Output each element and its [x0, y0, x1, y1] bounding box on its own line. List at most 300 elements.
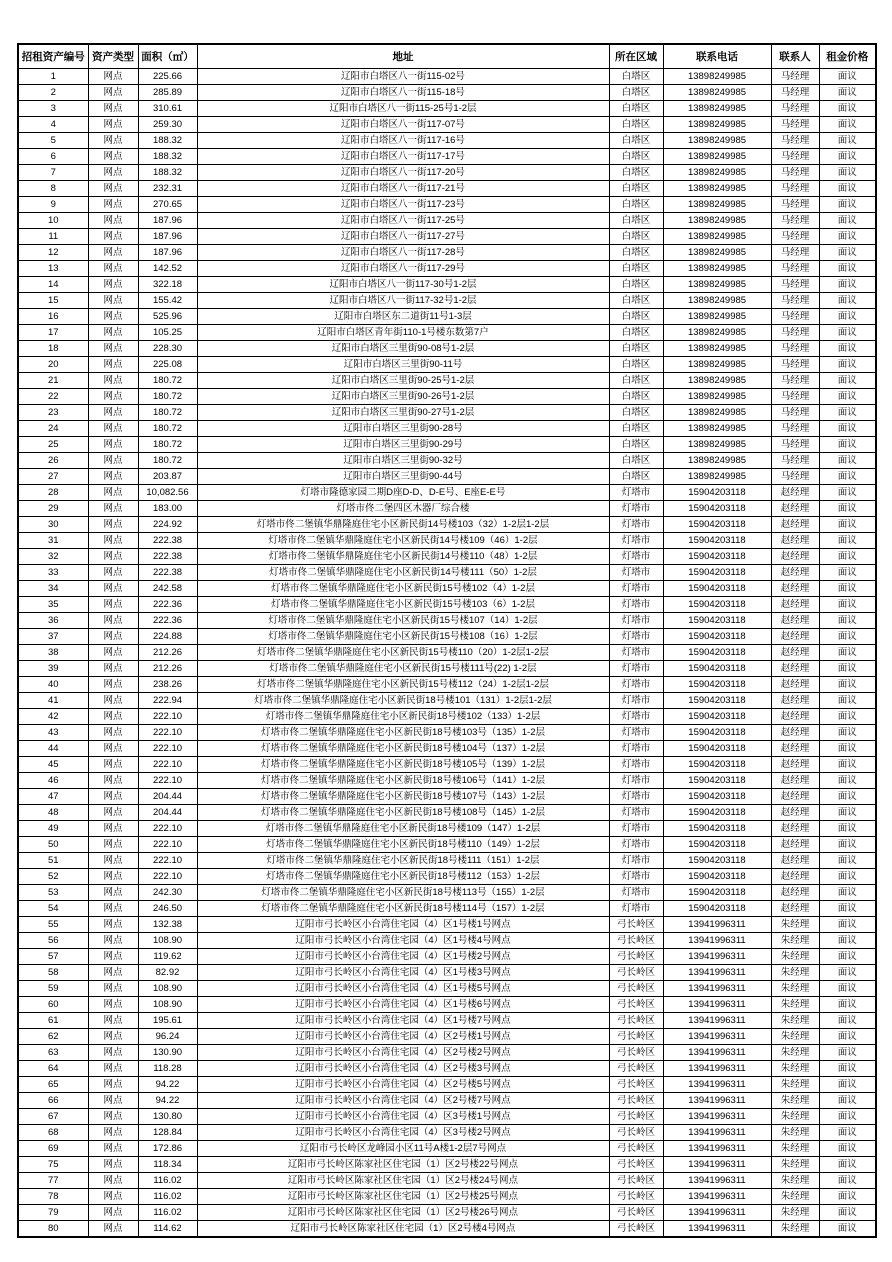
cell-contact-person: 赵经理: [771, 565, 819, 581]
cell-rent-price: 面议: [819, 469, 876, 485]
cell-region: 弓长岭区: [609, 1173, 663, 1189]
table-row: [18, 453, 876, 469]
table-row: [18, 709, 876, 725]
cell-area: 114.62: [138, 1221, 197, 1238]
cell-area: 225.66: [138, 69, 197, 85]
cell-area: 108.90: [138, 997, 197, 1013]
cell-contact-person: 朱经理: [771, 1109, 819, 1125]
cell-area: 232.31: [138, 181, 197, 197]
cell-region: 白塔区: [609, 229, 663, 245]
cell-asset-id: 2: [18, 85, 88, 101]
cell-phone: 15904203118: [663, 821, 771, 837]
cell-area: 180.72: [138, 453, 197, 469]
cell-asset-id: 80: [18, 1221, 88, 1238]
cell-region: 灯塔市: [609, 821, 663, 837]
cell-region: 白塔区: [609, 69, 663, 85]
cell-asset-id: 77: [18, 1173, 88, 1189]
cell-contact-person: 赵经理: [771, 581, 819, 597]
cell-asset-type: 网点: [88, 485, 138, 501]
cell-asset-type: 网点: [88, 1109, 138, 1125]
cell-region: 白塔区: [609, 373, 663, 389]
cell-phone: 15904203118: [663, 581, 771, 597]
cell-region: 灯塔市: [609, 597, 663, 613]
cell-region: 白塔区: [609, 101, 663, 117]
cell-phone: 13898249985: [663, 245, 771, 261]
cell-contact-person: 朱经理: [771, 1157, 819, 1173]
cell-asset-id: 40: [18, 677, 88, 693]
cell-contact-person: 马经理: [771, 213, 819, 229]
cell-area: 94.22: [138, 1093, 197, 1109]
cell-asset-id: 38: [18, 645, 88, 661]
cell-address: 灯塔市佟二堡镇华鼎隆庭住宅小区新民街18号楼112（153）1-2层: [197, 869, 609, 885]
cell-phone: 15904203118: [663, 677, 771, 693]
cell-region: 弓长岭区: [609, 1077, 663, 1093]
table-row: [18, 629, 876, 645]
cell-rent-price: 面议: [819, 933, 876, 949]
cell-rent-price: 面议: [819, 133, 876, 149]
cell-area: 155.42: [138, 293, 197, 309]
cell-region: 弓长岭区: [609, 949, 663, 965]
cell-contact-person: 朱经理: [771, 1173, 819, 1189]
cell-region: 白塔区: [609, 213, 663, 229]
cell-asset-type: 网点: [88, 1157, 138, 1173]
cell-area: 222.36: [138, 597, 197, 613]
cell-phone: 15904203118: [663, 565, 771, 581]
cell-address: 辽阳市弓长岭区龙峰园小区11号A楼1-2层7号网点: [197, 1141, 609, 1157]
cell-region: 白塔区: [609, 133, 663, 149]
cell-asset-id: 23: [18, 405, 88, 421]
cell-rent-price: 面议: [819, 405, 876, 421]
cell-region: 灯塔市: [609, 741, 663, 757]
cell-asset-id: 29: [18, 501, 88, 517]
cell-contact-person: 朱经理: [771, 1045, 819, 1061]
cell-region: 灯塔市: [609, 805, 663, 821]
cell-area: 183.00: [138, 501, 197, 517]
cell-asset-id: 56: [18, 933, 88, 949]
table-row: [18, 1093, 876, 1109]
table-row: [18, 549, 876, 565]
cell-address: 辽阳市白塔区青年街110-1号楼东数第7户: [197, 325, 609, 341]
table-row: [18, 485, 876, 501]
cell-contact-person: 赵经理: [771, 837, 819, 853]
cell-area: 204.44: [138, 805, 197, 821]
cell-rent-price: 面议: [819, 629, 876, 645]
cell-contact-person: 赵经理: [771, 853, 819, 869]
cell-region: 灯塔市: [609, 853, 663, 869]
cell-phone: 15904203118: [663, 885, 771, 901]
cell-area: 204.44: [138, 789, 197, 805]
table-row: [18, 293, 876, 309]
cell-asset-type: 网点: [88, 565, 138, 581]
cell-asset-type: 网点: [88, 933, 138, 949]
cell-region: 灯塔市: [609, 501, 663, 517]
cell-contact-person: 马经理: [771, 389, 819, 405]
cell-area: 105.25: [138, 325, 197, 341]
cell-region: 弓长岭区: [609, 1093, 663, 1109]
cell-contact-person: 马经理: [771, 309, 819, 325]
cell-area: 96.24: [138, 1029, 197, 1045]
cell-asset-type: 网点: [88, 277, 138, 293]
cell-asset-type: 网点: [88, 885, 138, 901]
cell-asset-id: 39: [18, 661, 88, 677]
cell-asset-type: 网点: [88, 469, 138, 485]
column-header-asset-id: 招租资产编号: [18, 44, 88, 69]
cell-rent-price: 面议: [819, 645, 876, 661]
cell-rent-price: 面议: [819, 1109, 876, 1125]
column-header-contact-person: 联系人: [771, 44, 819, 69]
cell-region: 弓长岭区: [609, 1221, 663, 1238]
cell-asset-type: 网点: [88, 437, 138, 453]
cell-area: 180.72: [138, 421, 197, 437]
cell-asset-id: 65: [18, 1077, 88, 1093]
cell-rent-price: 面议: [819, 1061, 876, 1077]
table-body: [18, 69, 876, 1238]
cell-contact-person: 赵经理: [771, 629, 819, 645]
cell-region: 灯塔市: [609, 613, 663, 629]
cell-address: 灯塔市佟二堡镇华鼎隆庭住宅小区新民街18号楼102（133）1-2层: [197, 709, 609, 725]
table-row: [18, 565, 876, 581]
table-row: [18, 1141, 876, 1157]
cell-area: 180.72: [138, 389, 197, 405]
table-row: [18, 965, 876, 981]
cell-asset-id: 49: [18, 821, 88, 837]
cell-address: 辽阳市白塔区八一街117-32号1-2层: [197, 293, 609, 309]
cell-area: 94.22: [138, 1077, 197, 1093]
cell-contact-person: 赵经理: [771, 501, 819, 517]
cell-rent-price: 面议: [819, 533, 876, 549]
cell-contact-person: 马经理: [771, 325, 819, 341]
cell-phone: 13898249985: [663, 453, 771, 469]
cell-phone: 15904203118: [663, 485, 771, 501]
cell-address: 灯塔市佟二堡镇华鼎隆庭住宅小区新民街14号楼111（50）1-2层: [197, 565, 609, 581]
cell-asset-type: 网点: [88, 1045, 138, 1061]
cell-asset-type: 网点: [88, 533, 138, 549]
cell-asset-id: 59: [18, 981, 88, 997]
cell-phone: 15904203118: [663, 597, 771, 613]
cell-rent-price: 面议: [819, 357, 876, 373]
cell-region: 弓长岭区: [609, 933, 663, 949]
cell-asset-type: 网点: [88, 1189, 138, 1205]
table-row: [18, 469, 876, 485]
cell-contact-person: 朱经理: [771, 1189, 819, 1205]
cell-address: 辽阳市白塔区三里街90-26号1-2层: [197, 389, 609, 405]
cell-asset-id: 14: [18, 277, 88, 293]
cell-address: 灯塔市佟二堡镇华鼎隆庭住宅小区新民街14号楼109（46）1-2层: [197, 533, 609, 549]
cell-area: 222.10: [138, 757, 197, 773]
cell-rent-price: 面议: [819, 1189, 876, 1205]
column-header-address: 地址: [197, 44, 609, 69]
cell-phone: 13941996311: [663, 965, 771, 981]
cell-address: 辽阳市白塔区八一街117-23号: [197, 197, 609, 213]
cell-asset-type: 网点: [88, 453, 138, 469]
cell-rent-price: 面议: [819, 757, 876, 773]
cell-area: 195.61: [138, 1013, 197, 1029]
cell-area: 116.02: [138, 1173, 197, 1189]
cell-rent-price: 面议: [819, 453, 876, 469]
cell-rent-price: 面议: [819, 309, 876, 325]
table-header-row: [18, 44, 876, 69]
cell-region: 灯塔市: [609, 677, 663, 693]
cell-contact-person: 赵经理: [771, 549, 819, 565]
cell-asset-type: 网点: [88, 149, 138, 165]
cell-region: 白塔区: [609, 309, 663, 325]
cell-phone: 13898249985: [663, 213, 771, 229]
cell-asset-id: 33: [18, 565, 88, 581]
cell-area: 222.36: [138, 613, 197, 629]
cell-rent-price: 面议: [819, 741, 876, 757]
table-row: [18, 1157, 876, 1173]
cell-address: 辽阳市白塔区八一街117-21号: [197, 181, 609, 197]
cell-contact-person: 马经理: [771, 277, 819, 293]
cell-asset-type: 网点: [88, 1221, 138, 1238]
cell-area: 310.61: [138, 101, 197, 117]
table-row: [18, 373, 876, 389]
cell-address: 辽阳市白塔区八一街117-16号: [197, 133, 609, 149]
cell-asset-type: 网点: [88, 1077, 138, 1093]
cell-address: 辽阳市弓长岭区陈家社区住宅园（1）区2号楼24号网点: [197, 1173, 609, 1189]
cell-phone: 15904203118: [663, 837, 771, 853]
cell-rent-price: 面议: [819, 1173, 876, 1189]
cell-contact-person: 赵经理: [771, 869, 819, 885]
cell-region: 灯塔市: [609, 565, 663, 581]
cell-region: 弓长岭区: [609, 1205, 663, 1221]
cell-contact-person: 马经理: [771, 357, 819, 373]
cell-area: 222.38: [138, 533, 197, 549]
cell-address: 辽阳市白塔区八一街117-30号1-2层: [197, 277, 609, 293]
cell-asset-id: 3: [18, 101, 88, 117]
table-row: [18, 229, 876, 245]
cell-address: 辽阳市白塔区八一街117-20号: [197, 165, 609, 181]
cell-asset-type: 网点: [88, 261, 138, 277]
cell-rent-price: 面议: [819, 485, 876, 501]
cell-phone: 15904203118: [663, 725, 771, 741]
cell-address: 辽阳市弓长岭区陈家社区住宅园（1）区2号楼25号网点: [197, 1189, 609, 1205]
cell-area: 128.84: [138, 1125, 197, 1141]
cell-contact-person: 马经理: [771, 293, 819, 309]
cell-rent-price: 面议: [819, 517, 876, 533]
cell-area: 108.90: [138, 933, 197, 949]
cell-phone: 13941996311: [663, 1061, 771, 1077]
cell-rent-price: 面议: [819, 789, 876, 805]
cell-asset-type: 网点: [88, 133, 138, 149]
cell-asset-type: 网点: [88, 181, 138, 197]
table-row: [18, 581, 876, 597]
cell-rent-price: 面议: [819, 213, 876, 229]
table-row: [18, 1109, 876, 1125]
cell-rent-price: 面议: [819, 1029, 876, 1045]
cell-region: 灯塔市: [609, 725, 663, 741]
cell-address: 辽阳市弓长岭区小台湾住宅园（4）区2号楼7号网点: [197, 1093, 609, 1109]
cell-asset-id: 50: [18, 837, 88, 853]
cell-asset-id: 42: [18, 709, 88, 725]
cell-phone: 15904203118: [663, 613, 771, 629]
cell-asset-id: 67: [18, 1109, 88, 1125]
column-header-rent-price: 租金价格: [819, 44, 876, 69]
cell-contact-person: 朱经理: [771, 1125, 819, 1141]
cell-asset-type: 网点: [88, 629, 138, 645]
cell-area: 187.96: [138, 245, 197, 261]
cell-asset-id: 52: [18, 869, 88, 885]
cell-phone: 15904203118: [663, 709, 771, 725]
cell-asset-id: 46: [18, 773, 88, 789]
cell-rent-price: 面议: [819, 1045, 876, 1061]
cell-asset-id: 5: [18, 133, 88, 149]
cell-contact-person: 朱经理: [771, 965, 819, 981]
cell-contact-person: 赵经理: [771, 533, 819, 549]
cell-asset-id: 43: [18, 725, 88, 741]
cell-rent-price: 面议: [819, 773, 876, 789]
cell-asset-id: 21: [18, 373, 88, 389]
table-row: [18, 197, 876, 213]
cell-asset-id: 12: [18, 245, 88, 261]
cell-asset-id: 16: [18, 309, 88, 325]
cell-address: 灯塔市佟二堡镇华鼎隆庭住宅小区新民街18号楼110（149）1-2层: [197, 837, 609, 853]
cell-address: 辽阳市白塔区八一街117-28号: [197, 245, 609, 261]
cell-asset-id: 66: [18, 1093, 88, 1109]
table-row: [18, 661, 876, 677]
cell-phone: 13941996311: [663, 1093, 771, 1109]
cell-region: 白塔区: [609, 165, 663, 181]
cell-asset-type: 网点: [88, 213, 138, 229]
cell-contact-person: 马经理: [771, 117, 819, 133]
cell-region: 白塔区: [609, 341, 663, 357]
cell-rent-price: 面议: [819, 869, 876, 885]
table-row: [18, 261, 876, 277]
cell-asset-id: 54: [18, 901, 88, 917]
cell-phone: 13898249985: [663, 165, 771, 181]
cell-area: 142.52: [138, 261, 197, 277]
cell-address: 辽阳市白塔区八一街117-25号: [197, 213, 609, 229]
cell-region: 白塔区: [609, 117, 663, 133]
cell-rent-price: 面议: [819, 821, 876, 837]
cell-contact-person: 赵经理: [771, 773, 819, 789]
cell-asset-id: 53: [18, 885, 88, 901]
cell-phone: 13898249985: [663, 373, 771, 389]
cell-rent-price: 面议: [819, 181, 876, 197]
table-row: [18, 837, 876, 853]
cell-address: 辽阳市弓长岭区小台湾住宅园（4）区3号楼2号网点: [197, 1125, 609, 1141]
cell-asset-type: 网点: [88, 389, 138, 405]
cell-region: 白塔区: [609, 357, 663, 373]
cell-area: 130.90: [138, 1045, 197, 1061]
table-row: [18, 917, 876, 933]
cell-asset-type: 网点: [88, 293, 138, 309]
table-row: [18, 693, 876, 709]
cell-phone: 13898249985: [663, 309, 771, 325]
cell-asset-id: 64: [18, 1061, 88, 1077]
cell-asset-id: 69: [18, 1141, 88, 1157]
cell-address: 辽阳市白塔区八一街117-29号: [197, 261, 609, 277]
cell-phone: 13941996311: [663, 1157, 771, 1173]
cell-asset-id: 34: [18, 581, 88, 597]
cell-contact-person: 赵经理: [771, 725, 819, 741]
cell-rent-price: 面议: [819, 117, 876, 133]
cell-asset-type: 网点: [88, 229, 138, 245]
cell-region: 白塔区: [609, 277, 663, 293]
cell-address: 辽阳市白塔区三里街90-08号1-2层: [197, 341, 609, 357]
cell-area: 188.32: [138, 149, 197, 165]
cell-asset-id: 6: [18, 149, 88, 165]
cell-address: 辽阳市白塔区三里街90-11号: [197, 357, 609, 373]
cell-asset-type: 网点: [88, 741, 138, 757]
cell-rent-price: 面议: [819, 1125, 876, 1141]
cell-asset-type: 网点: [88, 837, 138, 853]
cell-rent-price: 面议: [819, 229, 876, 245]
cell-rent-price: 面议: [819, 101, 876, 117]
cell-region: 弓长岭区: [609, 1045, 663, 1061]
cell-asset-type: 网点: [88, 597, 138, 613]
cell-contact-person: 马经理: [771, 165, 819, 181]
cell-address: 灯塔市佟二堡镇华鼎隆庭住宅小区新民街15号楼111号(22) 1-2层: [197, 661, 609, 677]
cell-contact-person: 朱经理: [771, 917, 819, 933]
cell-phone: 13898249985: [663, 437, 771, 453]
cell-phone: 13898249985: [663, 469, 771, 485]
cell-rent-price: 面议: [819, 149, 876, 165]
cell-asset-type: 网点: [88, 869, 138, 885]
cell-rent-price: 面议: [819, 261, 876, 277]
cell-region: 灯塔市: [609, 837, 663, 853]
cell-address: 辽阳市弓长岭区小台湾住宅园（4）区1号楼6号网点: [197, 997, 609, 1013]
cell-asset-id: 17: [18, 325, 88, 341]
cell-phone: 13898249985: [663, 181, 771, 197]
cell-asset-type: 网点: [88, 501, 138, 517]
table-row: [18, 165, 876, 181]
cell-phone: 15904203118: [663, 517, 771, 533]
cell-area: 187.96: [138, 213, 197, 229]
cell-rent-price: 面议: [819, 277, 876, 293]
table-row: [18, 1173, 876, 1189]
cell-rent-price: 面议: [819, 997, 876, 1013]
cell-rent-price: 面议: [819, 165, 876, 181]
cell-area: 188.32: [138, 165, 197, 181]
cell-phone: 13941996311: [663, 1189, 771, 1205]
table-row: [18, 149, 876, 165]
cell-phone: 15904203118: [663, 629, 771, 645]
cell-phone: 13941996311: [663, 1173, 771, 1189]
cell-contact-person: 赵经理: [771, 485, 819, 501]
cell-rent-price: 面议: [819, 549, 876, 565]
cell-rent-price: 面议: [819, 981, 876, 997]
cell-asset-type: 网点: [88, 1093, 138, 1109]
cell-asset-type: 网点: [88, 101, 138, 117]
cell-address: 辽阳市白塔区三里街90-25号1-2层: [197, 373, 609, 389]
cell-address: 灯塔市隆德家园二期D座D-D、D-E号、E座E-E号: [197, 485, 609, 501]
cell-contact-person: 赵经理: [771, 613, 819, 629]
table-row: [18, 805, 876, 821]
table-row: [18, 101, 876, 117]
table-row: [18, 1125, 876, 1141]
cell-asset-type: 网点: [88, 165, 138, 181]
cell-region: 弓长岭区: [609, 917, 663, 933]
cell-area: 203.87: [138, 469, 197, 485]
cell-phone: 15904203118: [663, 549, 771, 565]
cell-address: 辽阳市弓长岭区小台湾住宅园（4）区1号楼5号网点: [197, 981, 609, 997]
cell-rent-price: 面议: [819, 85, 876, 101]
cell-rent-price: 面议: [819, 325, 876, 341]
cell-phone: 13898249985: [663, 117, 771, 133]
cell-asset-id: 75: [18, 1157, 88, 1173]
cell-rent-price: 面议: [819, 245, 876, 261]
cell-asset-type: 网点: [88, 773, 138, 789]
column-header-region: 所在区域: [609, 44, 663, 69]
cell-asset-id: 18: [18, 341, 88, 357]
cell-phone: 13941996311: [663, 1077, 771, 1093]
cell-area: 228.30: [138, 341, 197, 357]
cell-area: 187.96: [138, 229, 197, 245]
table-row: [18, 69, 876, 85]
cell-asset-type: 网点: [88, 245, 138, 261]
cell-asset-id: 20: [18, 357, 88, 373]
